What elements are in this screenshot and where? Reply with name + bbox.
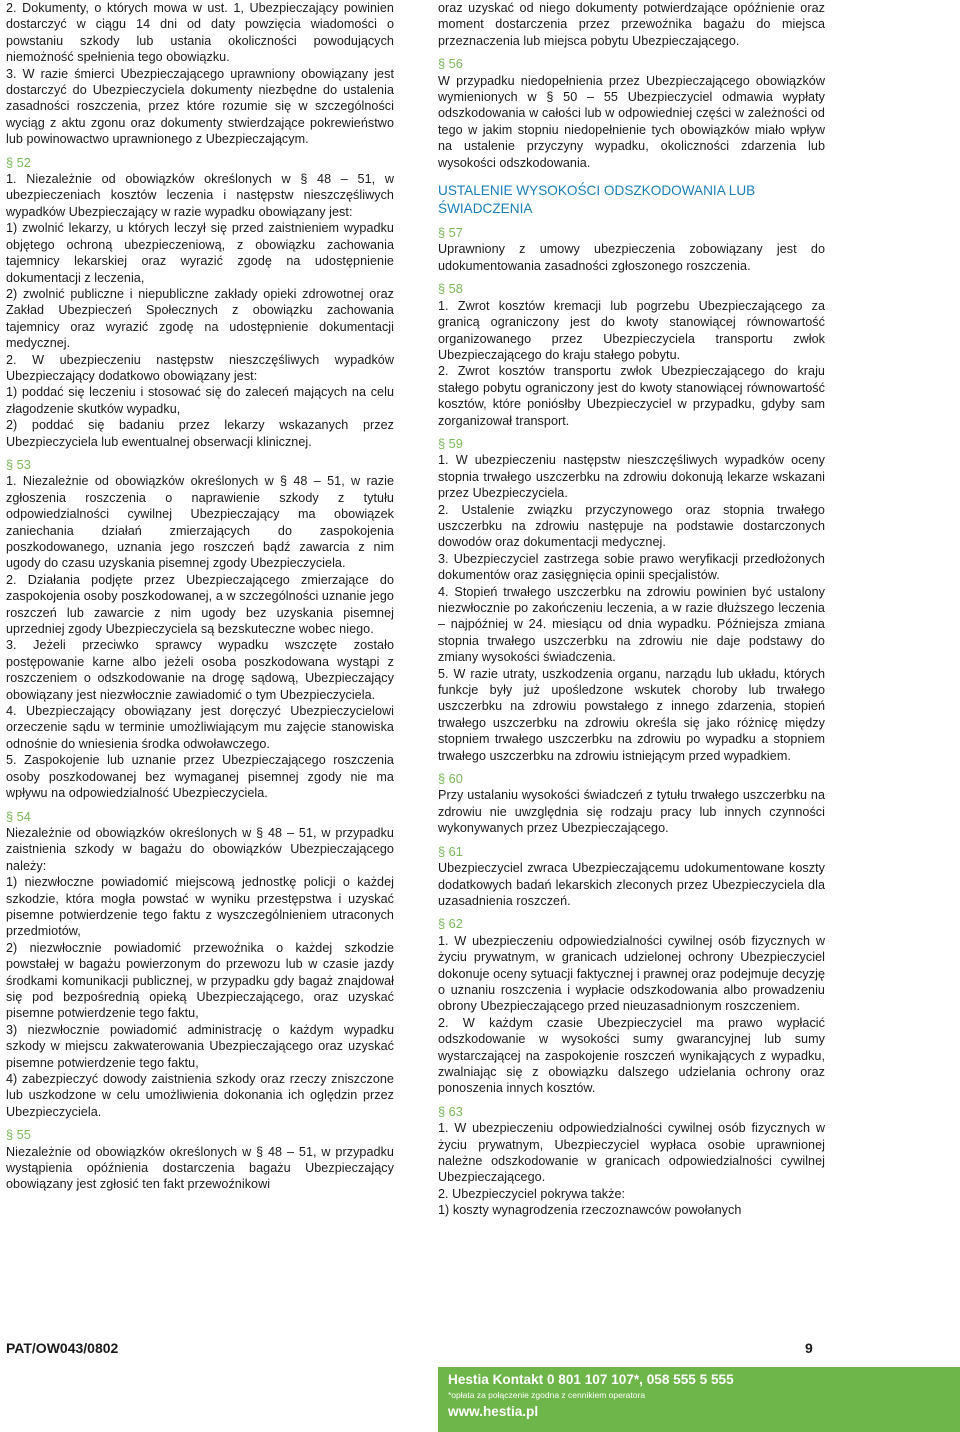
paragraph: 3. Ubezpieczyciel zastrzega sobie prawo weryfikacji przedłożonych dokumentów oraz zasięgnięcia opinii specjalistów. (438, 551, 825, 583)
hestia-contact-banner (438, 1367, 960, 1432)
paragraph: 5. W razie utraty, uszkodzenia organu, narządu lub układu, których funkcje były już upośledzone wskutek choroby lub trwałego uszczerbku na zdrowiu powstałego z innego zdarzenia, stopień trwałego uszczerbku na zdrowiu określa się jako różnicę między stopniem trwałego uszczerbku na zdrowiu po wypadku a stopniem trwałego uszczerbku na zdrowiu istniejącym przed wypadkiem. (438, 666, 825, 763)
paragraph: 1) koszty wynagrodzenia rzeczoznawców powołanych (438, 1203, 742, 1218)
section-number: § 56 (438, 56, 463, 72)
section-number: § 59 (438, 435, 463, 451)
paragraph: 1. W ubezpieczeniu następstw nieszczęśliwych wypadków oceny stopnia trwałego uszczerbku na zdrowiu dokonują lekarze wskazani przez Ubezpieczyciela. (438, 453, 825, 501)
paragraph: 2. Zwrot kosztów transportu zwłok Ubezpieczającego do kraju stałego pobytu ograniczony jest do kwoty stanowiącej równowartość kosztów, które poniósłby Ubezpieczyciel w przypadku, gdyby sam zorganizował transport. (438, 364, 825, 428)
paragraph: 1) poddać się leczeniu i stosować się do zaleceń mających na celu złagodzenie skutków wypadku, (6, 385, 394, 416)
hestia-call-cost-note: *opłata za połączenie zgodna z cennikiem operatora (448, 1390, 646, 1400)
section-number: § 58 (438, 281, 463, 297)
section-number: § 53 (6, 456, 31, 472)
paragraph: 2. W każdym czasie Ubezpieczyciel ma prawo wypłacić odszkodowanie w wysokości sumy gwarancyjnej lub sumy wystarczającej na zaspokojenie roszczeń wynikających z wypadku, zwalniając się z obowiązku dalszego udzielania ochrony oraz ponoszenia innych kosztów. (438, 1015, 825, 1096)
paragraph: 2. Ubezpieczyciel pokrywa także: (438, 1186, 626, 1201)
paragraph: 1. Zwrot kosztów kremacji lub pogrzebu Ubezpieczającego za granicą ograniczony jest do kwoty stanowiącej równowartość organizowanego przez Ubezpieczyciela transportu zwłok Ubezpieczającego do kraju stałego pobytu. (438, 298, 825, 362)
section-number: § 62 (438, 916, 463, 932)
left-column (6, 0, 394, 1193)
paragraph: 1) niezwłoczne powiadomić miejscową jednostkę policji o każdej szkodzie, która mogła powstać w wyniku przestępstwa i uzyskać pisemne potwierdzenie tego faktu z wyszczególnieniem utraconych przedmiotów, (6, 875, 394, 939)
section-number: § 55 (6, 1127, 31, 1143)
paragraph: Niezależnie od obowiązków określonych w § 48 – 51, w przypadku wystąpienia opóźnienia dostarczenia bagażu Ubezpieczający obowiązany jest zgłosić ten fakt przewoźnikowi (6, 1144, 394, 1192)
paragraph: 5. Zaspokojenie lub uznanie przez Ubezpieczającego roszczenia osoby poszkodowanej bez wymaganej pisemnej zgody nie ma wpływu na odpowiedzialność Ubezpieczyciela. (6, 753, 394, 801)
paragraph: 2. Działania podjęte przez Ubezpieczającego zmierzające do zaspokojenia osoby poszkodowanej, a w szczególności uznanie jego roszczeń lub zawarcie z nim ugody bez uzyskania pisemnej uprzedniej zgody Ubezpieczyciela są bezskuteczne wobec niego. (6, 572, 394, 637)
paragraph: 4. Stopień trwałego uszczerbku na zdrowiu powinien być ustalony niezwłocznie po zakończeniu leczenia, a w razie dłuższego leczenia – najpóźniej w 24. miesiącu od dnia wypadku. Późniejsza zmiana stopnia trwałego uszczerbku na zdrowiu nie daje podstawy do zmiany wysokości świadczenia. (438, 584, 825, 665)
paragraph: 2. Dokumenty, o których mowa w ust. 1, Ubezpieczający powinien dostarczyć w ciągu 14 dni od daty powzięcia wiadomości o powstaniu szkody lub ustania okoliczności powodujących niemożność spełnienia tego obowiązku. (6, 1, 394, 65)
paragraph: 1. W ubezpieczeniu odpowiedzialności cywilnej osób fizycznych w życiu prywatnym, Ubezpieczyciel wypłaca osobie uprawnionej należne odszkodowanie w granicach odpowiedzialności cywilnej Ubezpieczającego. (438, 1121, 825, 1185)
paragraph: 1. Niezależnie od obowiązków określonych w § 48 – 51, w ubezpieczeniach kosztów leczenia i następstw nieszczęśliwych wypadków Ubezpieczający w razie wypadku obowiązany jest: (6, 172, 394, 219)
page-footer (0, 1325, 960, 1432)
hestia-website-link[interactable]: www.hestia.pl (448, 1404, 539, 1419)
section-number: § 60 (438, 771, 463, 787)
section-number: § 63 (438, 1103, 463, 1119)
document-code: PAT/OW043/0802 (6, 1340, 119, 1356)
paragraph: 4) zabezpieczyć dowody zaistnienia szkody oraz rzeczy zniszczone lub uszkodzone w celu umożliwienia dokonania ich oględzin przez Ubezpieczyciela. (6, 1072, 394, 1119)
paragraph: 2. W ubezpieczeniu następstw nieszczęśliwych wypadków Ubezpieczający dodatkowo obowiązany jest: (6, 352, 394, 383)
paragraph: 3) niezwłocznie powiadomić administrację o każdym wypadku szkody w miejscu zakwaterowania Ubezpieczającego oraz uzyskać pisemne potwierdzenie tego faktu, (6, 1022, 394, 1070)
paragraph: 1) zwolnić lekarzy, u których leczył się przed zaistnieniem wypadku objętego ochroną ubezpieczeniową, z obowiązku zachowania tajemnicy lekarskiej oraz wyrazić zgodę na udostępnienie dokumentacji z leczenia, (6, 221, 394, 285)
hestia-contact-phone: Hestia Kontakt 0 801 107 107*, 058 555 5 555 (448, 1372, 734, 1387)
paragraph: 2. Ustalenie związku przyczynowego oraz stopnia trwałego uszczerbku na zdrowiu następuje na podstawie dostarczonych dowodów oraz dokumentacji medycznej. (438, 502, 825, 550)
section-number: § 61 (438, 843, 463, 859)
right-column (438, 0, 825, 1219)
paragraph: W przypadku niedopełnienia przez Ubezpieczającego obowiązków wymienionych w § 50 – 55 Ubezpieczyciel odmawia wypłaty odszkodowania w całości lub w odpowiedniej części w zależności od tego w jakim stopniu niedopełnienie tych obowiązków miało wpływ na ustalenie przyczyny wypadku, okoliczności zdarzenia lub wysokości odszkodowania. (438, 73, 825, 170)
paragraph: 3. Jeżeli przeciwko sprawcy wypadku wszczęte zostało postępowanie karne albo jeżeli osoba poszkodowana wystąpi z roszczeniem o odszkodowanie na drogę sądową, Ubezpieczający obowiązany jest niezwłocznie zawiadomić o tym Ubezpieczyciela. (6, 638, 394, 702)
section-number: § 57 (438, 225, 463, 241)
paragraph: 2) niezwłocznie powiadomić przewoźnika o każdej szkodzie powstałej w bagażu powierzonym do przewozu lub w czasie jazdy środkami komunikacji publicznej, w przypadku gdy bagaż znajdował się pod bezpośrednią opieką Ubezpieczającego, oraz uzyskać pisemne potwierdzenie tego faktu, (6, 940, 394, 1021)
section-number: § 54 (6, 808, 31, 824)
paragraph: 3. W razie śmierci Ubezpieczającego uprawniony obowiązany jest dostarczyć do Ubezpieczyciela dokumenty niezbędne do ustalenia zasadności roszczenia, przez które rozumie się w szczególności wyciąg z aktu zgonu oraz dokumenty stwierdzające pokrewieństwo lub powinowactwo uprawnionego z Ubezpieczającym. (6, 66, 394, 147)
section-number: § 52 (6, 154, 31, 170)
page-number: 9 (805, 1340, 813, 1356)
paragraph: 2) zwolnić publiczne i niepubliczne zakłady opieki zdrowotnej oraz Zakład Ubezpieczeń Społecznych z obowiązku zachowania tajemnicy oraz wyrazić zgodę na udostępnienie dokumentacji medycznej. (6, 286, 394, 351)
paragraph: 2) poddać się badaniu przez lekarzy wskazanych przez Ubezpieczyciela lub ewentualnej obserwacji klinicznej. (6, 418, 394, 449)
paragraph: Niezależnie od obowiązków określonych w § 48 – 51, w przypadku zaistnienia szkody w bagażu do obowiązków Ubezpieczającego należy: (6, 825, 394, 873)
paragraph: Ubezpieczyciel zwraca Ubezpieczającemu udokumentowane koszty dodatkowych badań lekarskich zleconych przez Ubezpieczyciela dla uzasadnienia roszczeń. (438, 861, 825, 908)
paragraph: Uprawniony z umowy ubezpieczenia zobowiązany jest do udokumentowania zasadności zgłoszonego roszczenia. (438, 242, 825, 273)
paragraph: 4. Ubezpieczający obowiązany jest doręczyć Ubezpieczycielowi orzeczenie sądu w terminie umożliwiającym mu zajęcie stanowiska odnośnie do wniesienia środka odwoławczego. (6, 704, 394, 751)
paragraph: 1. Niezależnie od obowiązków określonych w § 48 – 51, w razie zgłoszenia roszczenia o naprawienie szkody z tytułu odpowiedzialności cywilnej Ubezpieczający ma obowiązek zaniechania działań zmierzających do zaspokojenia poszkodowanego, uznania jego roszczeń bądź zawarcia z nim ugody do czasu uzyskania pisemnej zgody Ubezpieczyciela. (6, 474, 394, 571)
section-heading: USTALENIE WYSOKOŚCI ODSZKODOWANIA LUB ŚWIADCZENIA (438, 183, 756, 217)
paragraph: 1. W ubezpieczeniu odpowiedzialności cywilnej osób fizycznych w życiu prywatnym, w granicach udzielonej ochrony Ubezpieczyciel dokonuje oceny sytuacji faktycznej i prawnej oraz podejmuje decyzję o uznaniu roszczenia i wypłacie odszkodowania albo prowadzeniu obrony Ubezpieczającego przed nieuzasadnionym roszczeniem. (438, 933, 825, 1014)
paragraph: oraz uzyskać od niego dokumenty potwierdzające opóźnienie oraz moment dostarczenia przez przewoźnika bagażu do miejsca przeznaczenia lub miejsca pobytu Ubezpieczającego. (438, 1, 825, 48)
paragraph: Przy ustalaniu wysokości świadczeń z tytułu trwałego uszczerbku na zdrowiu nie uwzględnia się rodzaju pracy lub innych czynności wykonywanych przez Ubezpieczającego. (438, 788, 825, 836)
